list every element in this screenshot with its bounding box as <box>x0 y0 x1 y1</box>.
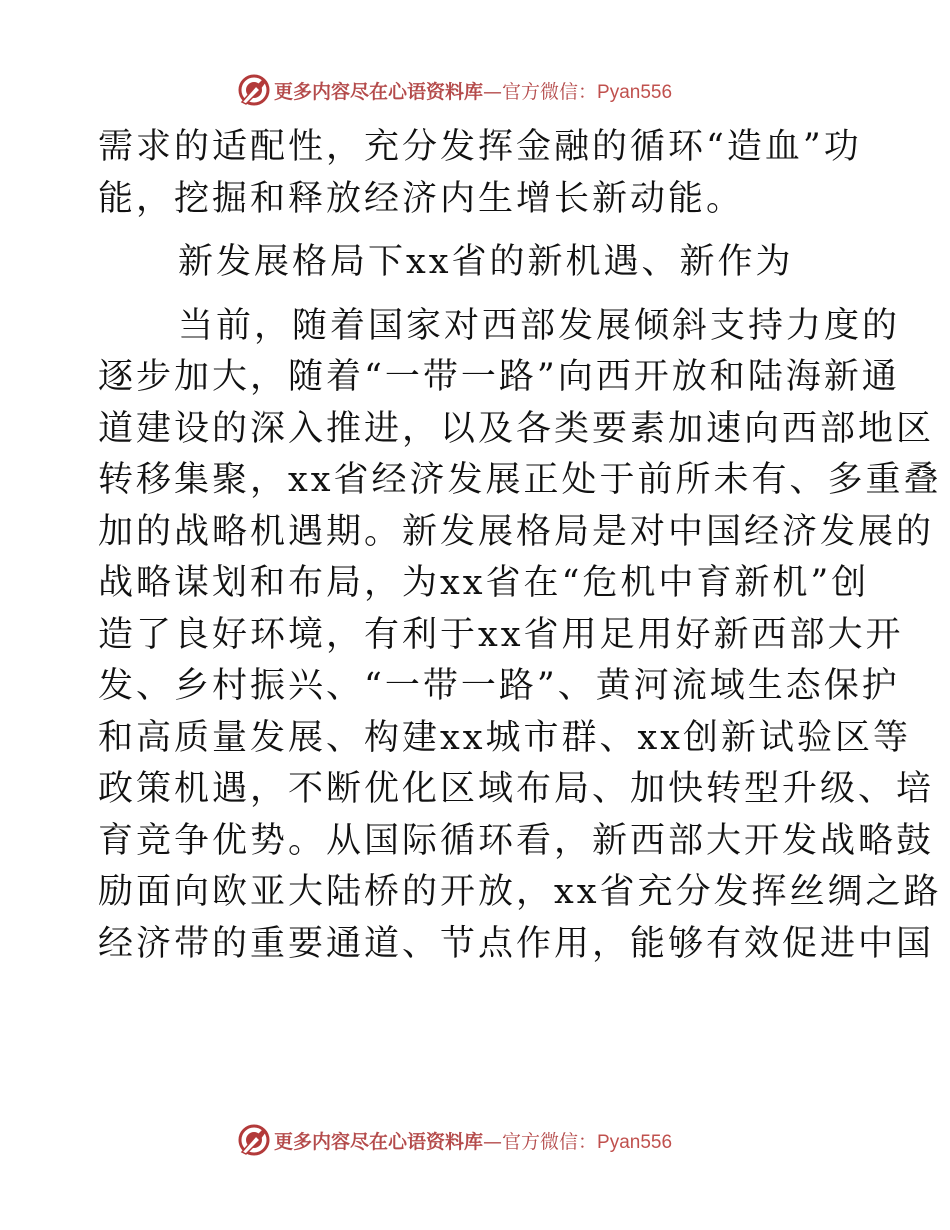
continuation-line: 能，挖掘和释放经济内生增长新动能。 <box>98 178 745 219</box>
footer-banner <box>236 1122 716 1158</box>
footer-separator: — <box>483 1130 503 1153</box>
paragraph-line: 战略谋划和布局，为xx省在“危机中育新机”创 <box>98 563 870 603</box>
pen-logo-icon <box>236 72 272 108</box>
header-banner-text <box>274 77 672 104</box>
header-brand: 更多内容尽在心语资料库 <box>274 80 484 103</box>
paragraph-line: 当前，随着国家对西部发展倾斜支持力度的 <box>178 305 901 346</box>
paragraph-line: 和高质量发展、构建xx城市群、xx创新试验区等 <box>98 717 911 758</box>
paragraph-line: 造了良好环境，有利于xx省用足用好新西部大开 <box>98 614 904 655</box>
paragraph-line: 道建设的深入推进，以及各类要素加速向西部地区 <box>98 408 935 449</box>
footer-wechat-label: 官方微信： <box>502 1130 598 1153</box>
paragraph-line: 经济带的重要通道、节点作用，能够有效促进中国 <box>98 923 935 964</box>
paragraph-line: 转移集聚，xx省经济发展正处于前所未有、多重叠 <box>98 460 942 500</box>
header-handle: Pyan556 <box>597 81 673 103</box>
paragraph-line: 育竞争优势。从国际循环看，新西部大开发战略鼓 <box>98 820 935 861</box>
footer-brand: 更多内容尽在心语资料库 <box>274 1130 484 1153</box>
header-banner <box>236 72 716 108</box>
paragraph-line: 加的战略机遇期。新发展格局是对中国经济发展的 <box>98 511 935 552</box>
paragraph-line: 逐步加大，随着“一带一路”向西开放和陆海新通 <box>98 357 900 397</box>
footer-handle: Pyan556 <box>597 1131 673 1153</box>
document-body <box>98 122 942 970</box>
paragraph-line: 政策机遇，不断优化区域布局、加快转型升级、培 <box>98 769 935 809</box>
pen-logo-icon <box>236 1122 272 1158</box>
footer-banner-text <box>274 1127 672 1154</box>
header-wechat-label: 官方微信： <box>502 80 598 103</box>
section-heading: 新发展格局下xx省的新机遇、新作为 <box>178 242 794 282</box>
paragraph-line: 励面向欧亚大陆桥的开放，xx省充分发挥丝绸之路 <box>98 872 942 912</box>
header-separator: — <box>483 80 503 103</box>
continuation-line: 需求的适配性，充分发挥金融的循环“造血”功 <box>98 127 862 167</box>
paragraph-line: 发、乡村振兴、“一带一路”、黄河流域生态保护 <box>98 666 900 706</box>
